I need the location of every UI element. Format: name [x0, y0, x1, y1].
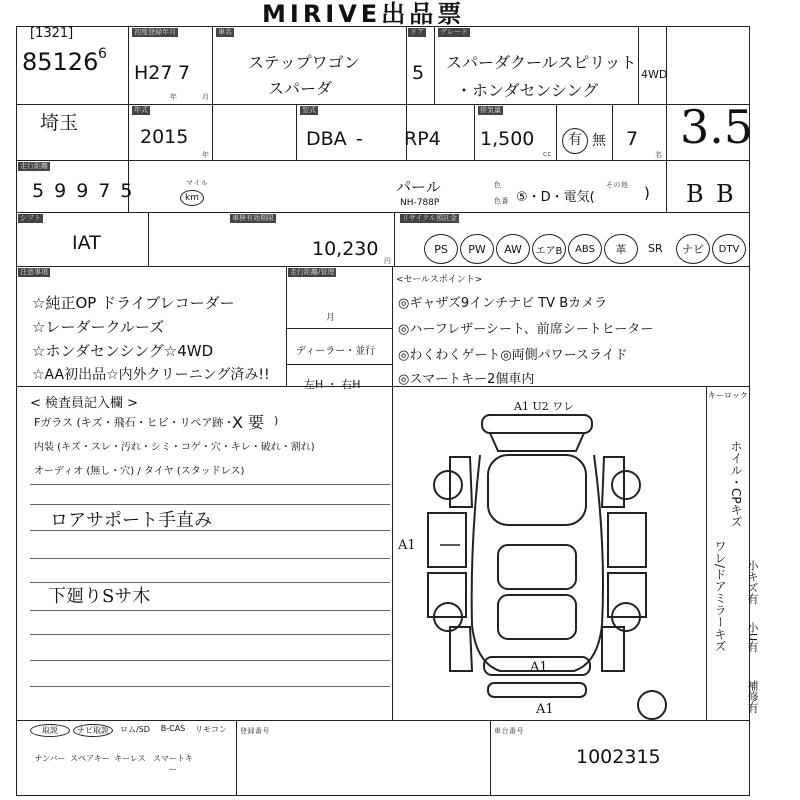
equip-sr: SR — [648, 242, 663, 255]
sales-point-3: ◎わくわくゲート◎両側パワースライド — [398, 348, 628, 363]
accessories-table — [30, 724, 236, 774]
accessory-number: ナンバー — [34, 754, 66, 763]
inspection-yes: 有 — [562, 128, 588, 154]
model-prefix: DBA — [306, 128, 347, 150]
color-grade-2: B — [716, 180, 734, 208]
year-era: H27 — [134, 62, 173, 84]
accessory-navi-manual: ナビ取説 — [73, 724, 113, 737]
lot-suffix: 6 — [98, 46, 107, 62]
transmission: IAT — [72, 232, 101, 254]
equip-dtv: DTV — [712, 234, 746, 264]
key-lock-label: キーロック — [708, 391, 748, 400]
region: 埼玉 — [40, 112, 79, 134]
equip-ps: PS — [424, 234, 458, 264]
diagram-note-top: A1 U2 ワレ — [514, 400, 575, 413]
year-month: 7 — [178, 62, 191, 84]
car-name-line2: スパーダ — [268, 79, 333, 98]
equip-abs: ABS — [568, 234, 602, 264]
score: 3.5 — [680, 100, 754, 154]
note-1: ☆純正OP ドライブレコーダー — [32, 294, 235, 312]
equip-aw: AW — [496, 234, 530, 264]
color-name: パール — [396, 178, 441, 196]
inspector-handwriting-1: ロアサポート手直み — [50, 510, 212, 531]
inspection-no: 無 — [592, 133, 606, 149]
inspector-handwriting-2: 下廻りSサ木 — [48, 586, 151, 607]
color-options-close: ) — [644, 184, 650, 202]
car-drive: 4WD — [641, 68, 668, 81]
inspector-interior: 内装 (キズ・スレ・汚れ・シミ・コゲ・穴・キレ・破れ・割れ) — [34, 442, 315, 453]
car-doors: 5 — [412, 62, 425, 84]
diagram-note-bottom: A1 — [536, 702, 554, 717]
sales-point-4: ◎スマートキー2個車内 — [398, 372, 535, 387]
displacement: 1,500 — [480, 128, 535, 150]
lot-number: 85126 — [22, 48, 99, 76]
model-code: RP4 — [404, 128, 441, 150]
color-code: NH-788P — [400, 198, 440, 208]
seats: 7 — [626, 128, 639, 150]
diagram-note-left: A1 — [398, 538, 416, 553]
car-grade-line2: ・ホンダセンシング — [456, 81, 599, 100]
accessory-spare-key: スペアキー — [70, 754, 110, 763]
side-note-5: 補修有 — [746, 680, 759, 713]
diagram-note-rear: A1 — [530, 660, 548, 675]
accessory-remote: リモコン — [195, 725, 227, 734]
sales-header: <セールスポイント> — [396, 275, 483, 285]
accessory-keyless: キーレス — [114, 754, 146, 763]
accessory-smart-key: スマートキー — [153, 754, 193, 774]
note-4: ☆AA初出品☆内外クリーニング済み!! — [32, 367, 270, 383]
inspector-glass: Fガラス (キズ・飛石・ヒビ・リペア跡・ — [34, 416, 235, 429]
note-2: ☆レーダークルーズ — [32, 318, 165, 336]
color-grade-1: B — [686, 180, 704, 208]
side-note-2: ワレ/ドアミラーキズ — [713, 540, 727, 653]
inspector-glass-close: ) — [274, 414, 279, 427]
inspector-header: < 検査員記入欄 > — [30, 396, 139, 411]
year-western: 2015 — [140, 126, 189, 148]
mileage-unit-km: km — [180, 190, 204, 206]
inspector-glass-mark: X 要 — [232, 413, 265, 432]
lot-bracket: [1321] — [30, 26, 74, 41]
car-name-line1: ステップワゴン — [248, 53, 360, 72]
equip-pw: PW — [460, 234, 494, 264]
mileage: 59975 — [32, 180, 143, 202]
side-note-3: 小キズ有 — [746, 560, 759, 604]
form-title: MIRIVE出品票 — [262, 0, 466, 28]
frame-number: 1002315 — [576, 746, 661, 768]
registration-side: 左H ・ 右H — [304, 378, 361, 391]
price: 10,230 — [312, 238, 379, 260]
sales-point-1: ◎ギャザズ9インチナビ TV Bカメラ — [398, 296, 608, 311]
registration-dealer: ディーラー・並行 — [296, 346, 376, 357]
equip-navi: ナビ — [676, 234, 710, 264]
note-3: ☆ホンダセンシング☆4WD — [32, 342, 214, 360]
side-note-1: ホイル・CPキズ — [729, 440, 743, 528]
accessory-rom: ロム/SD — [120, 725, 150, 734]
accessory-bcas: B-CAS — [160, 724, 186, 733]
color-options: ⑤・D・電気( — [516, 190, 595, 205]
equip-airbag: エアB — [532, 234, 566, 264]
model-dash: - — [356, 128, 363, 150]
accessory-manual: 取説 — [30, 724, 70, 737]
side-note-4: 小U有 — [746, 622, 759, 653]
sales-point-2: ◎ハーフレザーシート、前席シートヒーター — [398, 322, 654, 337]
equip-leather: 革 — [604, 234, 638, 264]
inspector-audio: オーディオ (無し・穴) / タイヤ (スタッドレス) — [34, 466, 245, 477]
car-grade-line1: スパーダクールスピリット — [446, 53, 637, 72]
